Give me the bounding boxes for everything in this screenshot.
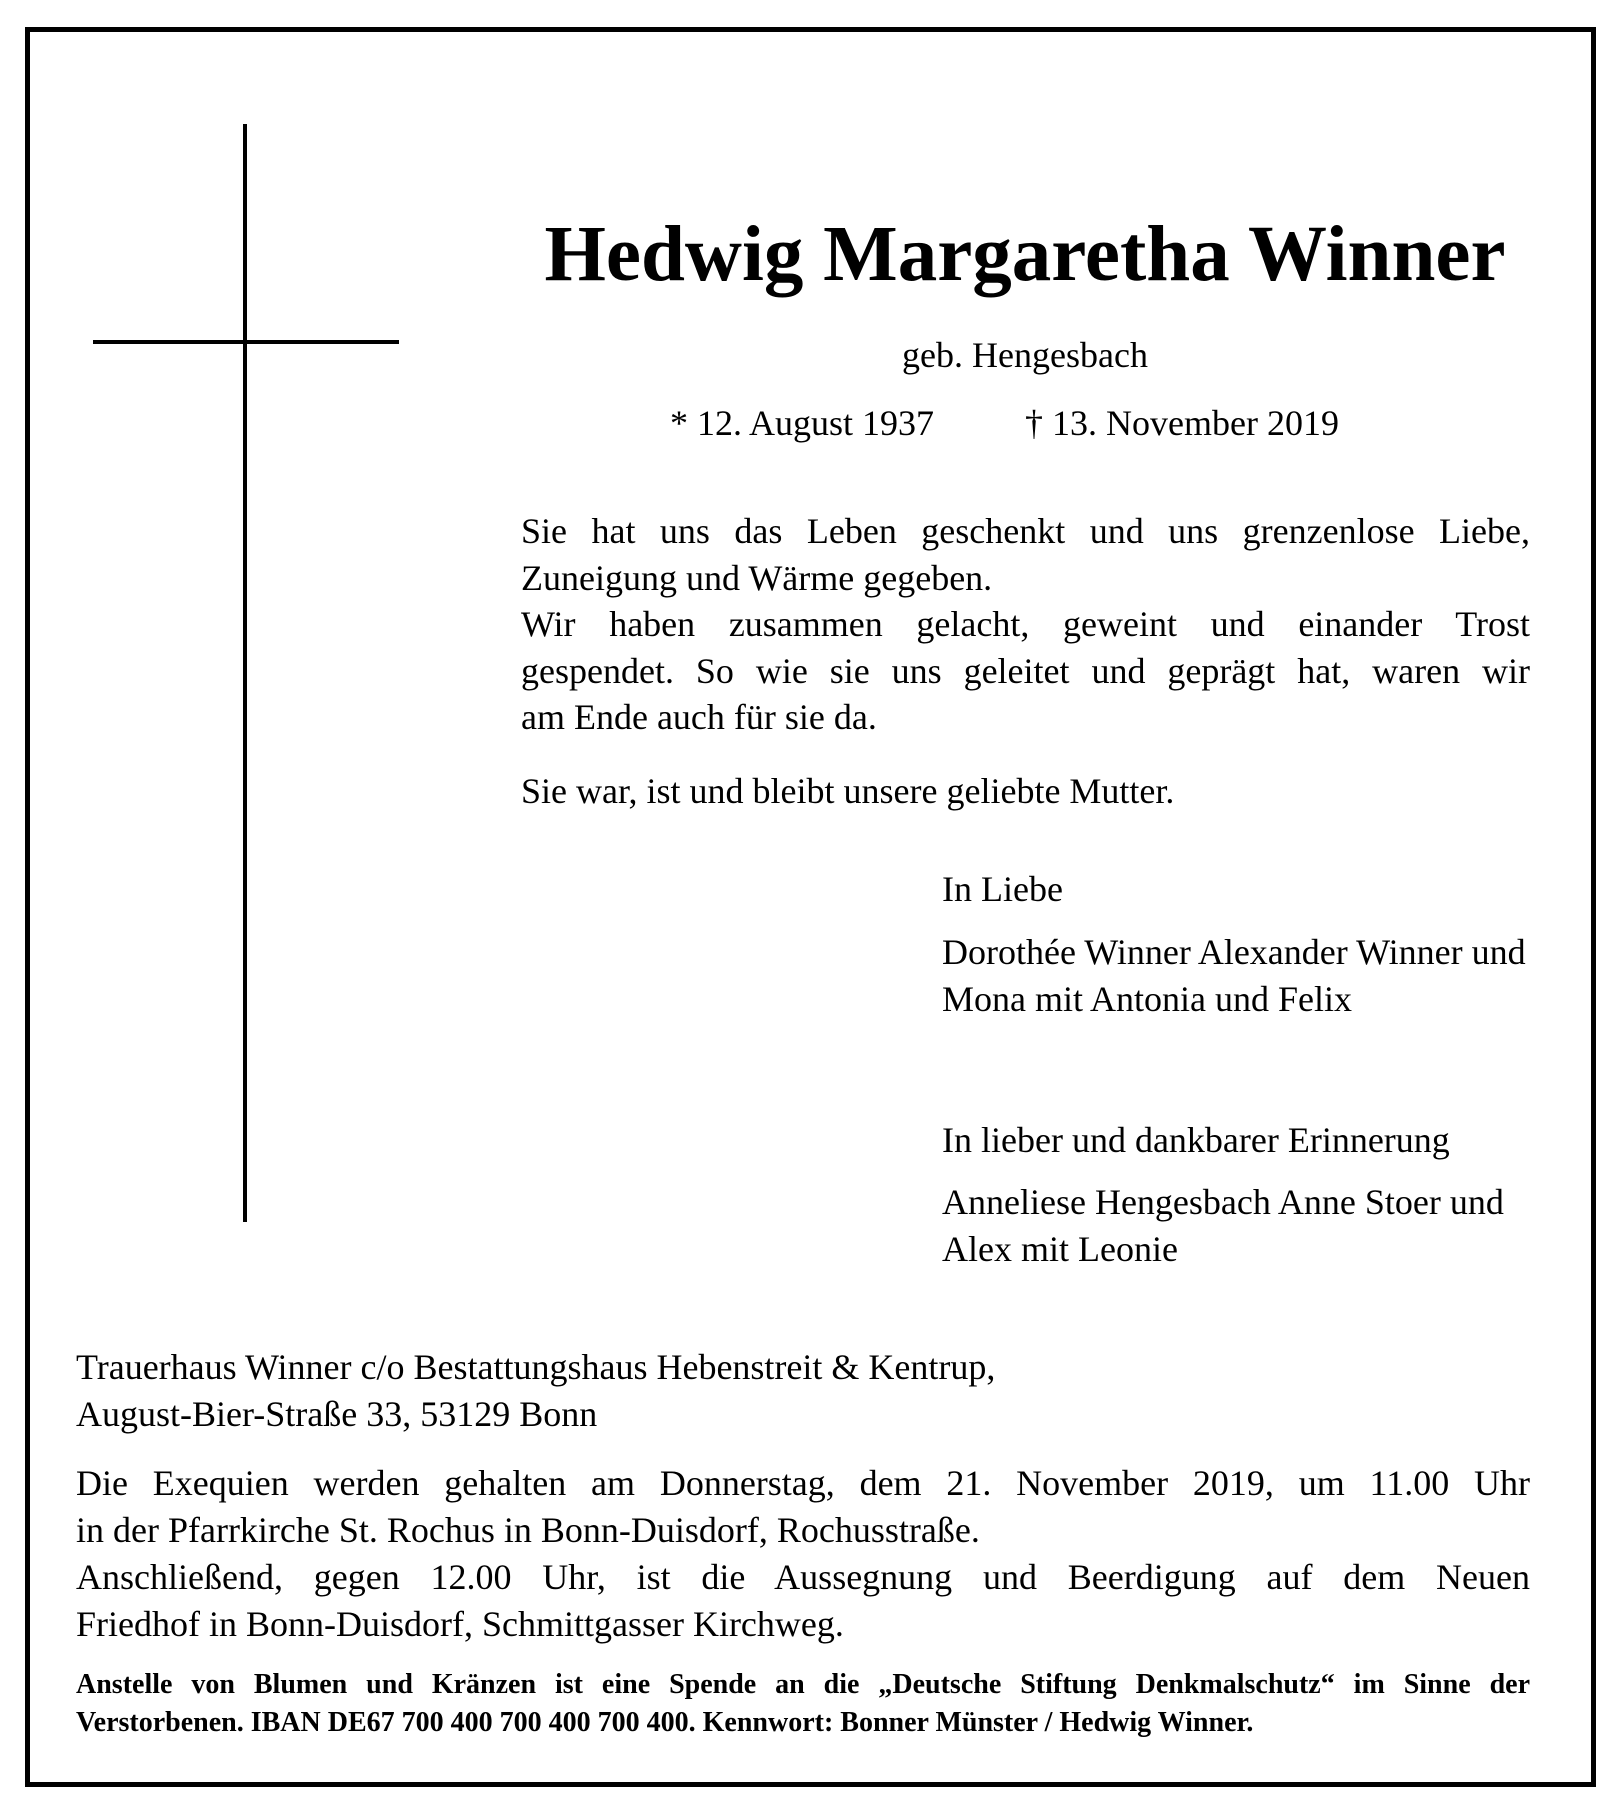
mourner-name: Dorothée Winner: [942, 932, 1191, 972]
verse-line: Sie hat uns das Leben geschenkt und uns grenzenlose Liebe,: [521, 511, 1530, 551]
mourning-house-address: [76, 1344, 1530, 1438]
donation-line: Verstorbenen. IBAN DE67 700 400 700 400 700 400. Kennwort: Bonner Münster / Hedwig Winner.: [76, 1707, 1254, 1738]
verse-line: gespendet. So wie sie uns geleitet und geprägt hat, waren wir: [521, 650, 1530, 691]
memorial-verse: [521, 508, 1530, 741]
birth-date: * 12. August 1937: [670, 403, 935, 443]
funeral-ceremony-info: [76, 1460, 1530, 1648]
verse-line: Wir haben zusammen gelacht, geweint und einander Trost: [521, 604, 1530, 644]
ceremony-line: Friedhof in Bonn-Duisdorf, Schmittgasser Kirchweg.: [76, 1604, 844, 1644]
mourners-heading-love: In Liebe: [942, 869, 1063, 909]
death-date: † 13. November 2019: [1025, 403, 1339, 443]
verse-line: Zuneigung und Wärme gegeben.: [521, 557, 993, 598]
ceremony-line: in der Pfarrkirche St. Rochus in Bonn-Duisdorf, Rochusstraße.: [76, 1510, 980, 1550]
mourner-name: mit Antonia und Felix: [1035, 978, 1353, 1019]
ceremony-line: Anschließend, gegen 12.00 Uhr, ist die Aussegnung und Beerdigung auf dem Neuen: [76, 1557, 1530, 1597]
donation-line: Anstelle von Blumen und Kränzen ist eine Spende an die „Deutsche Stiftung Denkmalschutz“ im Sinne der: [76, 1669, 1530, 1700]
cross-icon-horizontal-bar: [93, 340, 399, 344]
address-line: Trauerhaus Winner c/o Bestattungshaus Hebenstreit & Kentrup,: [76, 1347, 996, 1387]
life-dates: [670, 402, 1390, 444]
mourners-heading-remembrance: In lieber und dankbarer Erinnerung: [942, 1120, 1450, 1160]
verse-line: am Ende auch für sie da.: [521, 697, 877, 737]
mourners-family-names: [942, 929, 1562, 1022]
donation-request: [76, 1666, 1530, 1742]
mourner-name: Anneliese Hengesbach: [942, 1182, 1271, 1222]
mourner-name: Alexander Winner und Mona: [942, 932, 1526, 1019]
deceased-name: Hedwig Margaretha Winner: [544, 211, 1506, 298]
address-line: August-Bier-Straße 33, 53129 Bonn: [76, 1394, 598, 1434]
mourners-relative-names: [942, 1179, 1562, 1272]
maiden-name: geb. Hengesbach: [902, 335, 1148, 375]
cross-icon-vertical-bar: [243, 124, 247, 1222]
ceremony-line: Die Exequien werden gehalten am Donnerstag, dem 21. November 2019, um 11.00 Uhr: [76, 1463, 1530, 1503]
verse-closing: Sie war, ist und bleibt unsere geliebte Mutter.: [521, 771, 1175, 811]
mourner-name: Anne Stoer und Alex mit Leonie: [942, 1182, 1504, 1269]
